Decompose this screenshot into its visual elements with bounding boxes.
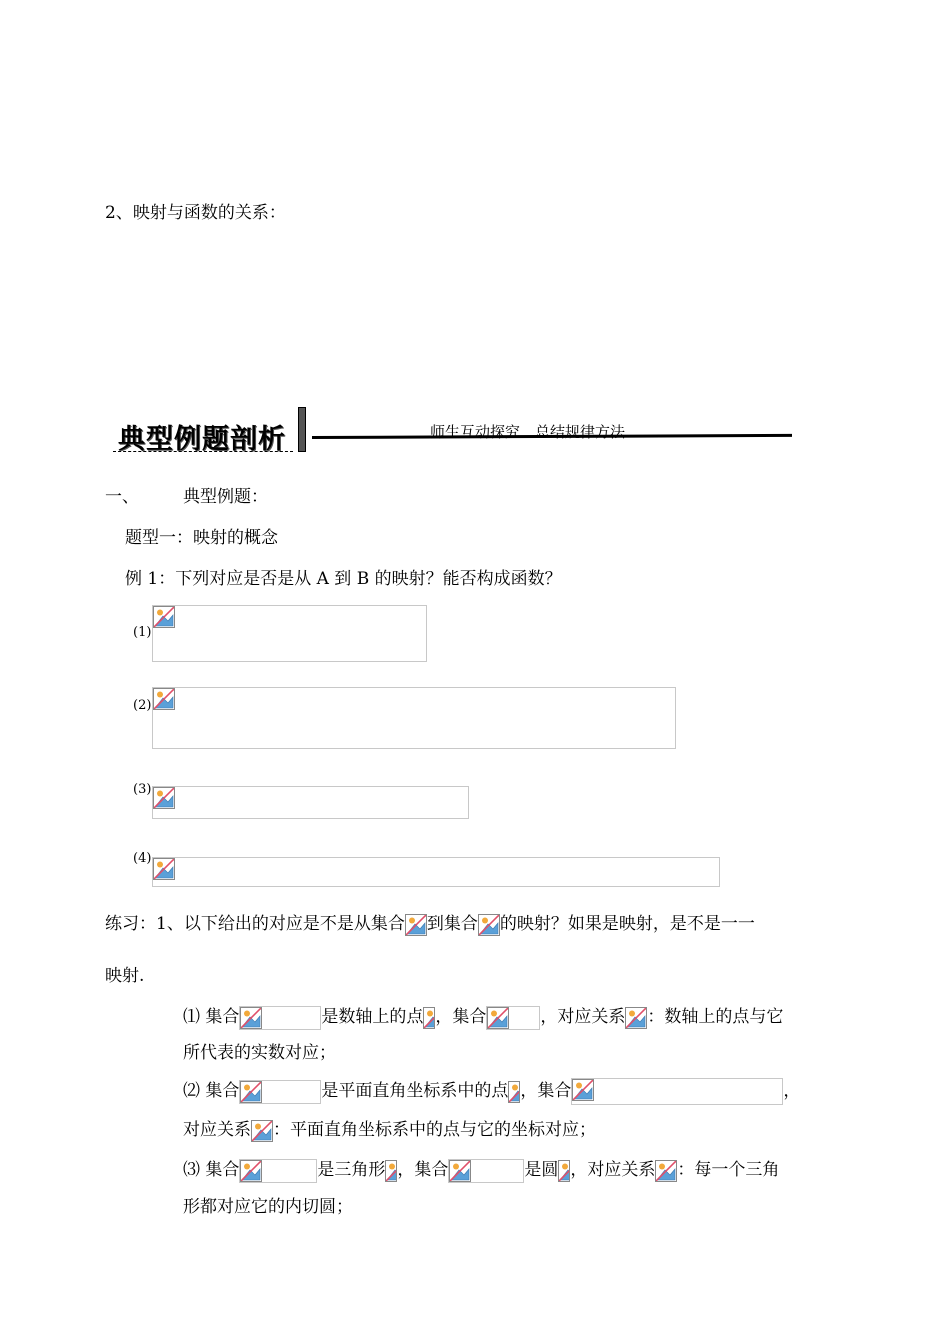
example-figure-4 — [152, 857, 720, 887]
q2-text-b: ，集合 — [520, 1081, 572, 1101]
section-heading: 2、映射与函数的关系： — [105, 203, 286, 223]
q1-text-d: ：数轴上的点与它 — [647, 1007, 784, 1027]
broken-image-icon — [405, 914, 427, 936]
formula-image — [239, 1006, 321, 1030]
broken-image-icon — [153, 688, 175, 710]
example-figure-2 — [152, 687, 676, 749]
example-figure-1 — [152, 605, 427, 662]
q3-label: ⑶ 集合 — [183, 1160, 240, 1180]
example-label-3: (3) — [133, 782, 152, 797]
q3-text-c: 是圆 — [524, 1160, 559, 1180]
part-number: 一、 — [105, 487, 139, 507]
broken-image-icon — [251, 1120, 273, 1142]
broken-image-icon — [508, 1081, 520, 1103]
broken-image-icon — [449, 1160, 471, 1182]
q2-text-a: 是平面直角坐标系中的点 — [321, 1081, 509, 1101]
exercise-text-c: 的映射？如果是映射，是不是一一 — [499, 914, 755, 934]
banner-title: 典型例题剖析 — [118, 424, 286, 455]
banner-title-underline — [113, 451, 293, 452]
question-1-line-1 — [183, 1005, 783, 1030]
q3-text-e: ：每一个三角 — [677, 1160, 780, 1180]
type-heading: 题型一：映射的概念 — [125, 528, 278, 548]
example-label-1: (1) — [133, 625, 152, 640]
q2-text-c: ， — [783, 1081, 801, 1101]
broken-image-icon — [240, 1007, 262, 1029]
question-2-line-2 — [183, 1118, 596, 1142]
banner-divider-bar — [298, 407, 306, 452]
q1-text-c: ，对应关系 — [540, 1007, 626, 1027]
question-3-line-2: 形都对应它的内切圆； — [183, 1197, 353, 1217]
exercise-text-b: 到集合 — [426, 914, 478, 934]
question-3-line-1 — [183, 1158, 779, 1183]
broken-image-icon — [385, 1160, 397, 1182]
q3-text-b: ，集合 — [397, 1160, 449, 1180]
q1-label: ⑴ 集合 — [183, 1007, 240, 1027]
broken-image-icon — [625, 1007, 647, 1029]
broken-image-icon — [423, 1007, 435, 1029]
broken-image-icon — [153, 858, 175, 880]
q1-text-a: 是数轴上的点 — [321, 1007, 424, 1027]
broken-image-icon — [478, 914, 500, 936]
broken-image-icon — [572, 1079, 594, 1101]
q2-text-e: ：平面直角坐标系中的点与它的坐标对应； — [273, 1120, 596, 1140]
broken-image-icon — [153, 606, 175, 628]
example-label-4: (4) — [133, 851, 152, 866]
q3-text-d: ，对应关系 — [570, 1160, 656, 1180]
formula-image — [448, 1159, 524, 1183]
q2-label: ⑵ 集合 — [183, 1081, 240, 1101]
example-figure-3 — [152, 786, 469, 819]
q3-text-a: 是三角形 — [317, 1160, 386, 1180]
broken-image-icon — [655, 1160, 677, 1182]
broken-image-icon — [558, 1160, 570, 1182]
formula-image — [486, 1006, 540, 1030]
q1-text-b: ，集合 — [435, 1007, 487, 1027]
question-2-line-1 — [183, 1078, 800, 1105]
formula-image — [239, 1159, 317, 1183]
broken-image-icon — [240, 1081, 262, 1103]
formula-image — [571, 1078, 783, 1105]
q2-text-d: 对应关系 — [183, 1120, 251, 1140]
banner-subtitle: 师生互动探究 总结规律方法 — [430, 423, 626, 441]
exercise-text-a: 练习：1、以下给出的对应是不是从集合 — [105, 914, 405, 934]
example-prompt: 例 1：下列对应是否是从 A 到 B 的映射？能否构成函数？ — [125, 569, 562, 589]
exercise-line-2: 映射. — [105, 966, 145, 986]
broken-image-icon — [153, 787, 175, 809]
example-label-2: (2) — [133, 698, 152, 713]
part-title: 典型例题： — [183, 487, 268, 507]
question-1-line-2: 所代表的实数对应； — [183, 1043, 336, 1063]
broken-image-icon — [240, 1160, 262, 1182]
exercise-line-1 — [105, 912, 755, 936]
formula-image — [239, 1080, 321, 1104]
broken-image-icon — [487, 1007, 509, 1029]
